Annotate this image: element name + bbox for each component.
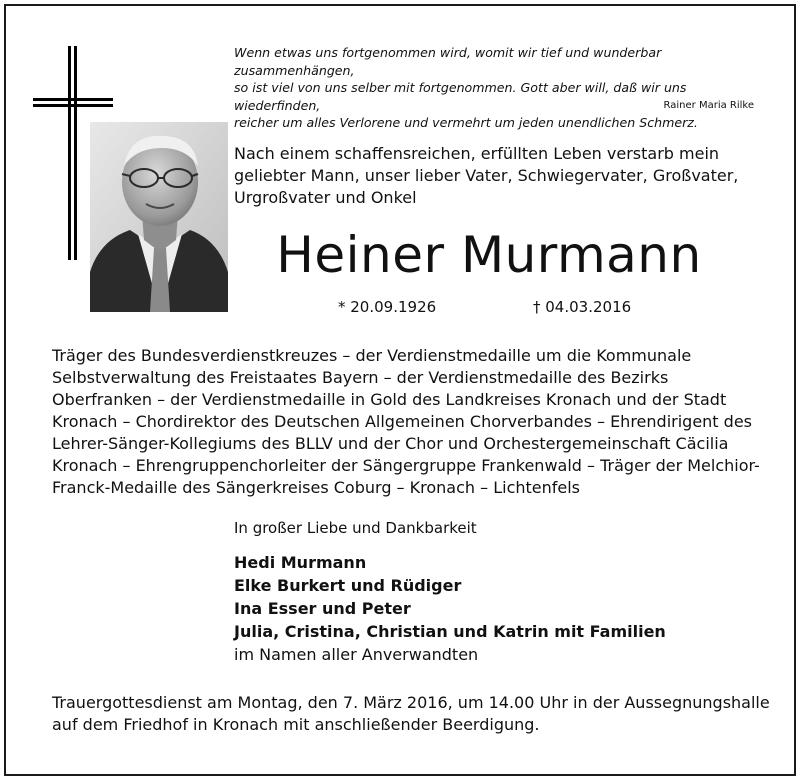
- mourners-list: [234, 551, 666, 666]
- portrait-photo: [90, 122, 228, 312]
- mourner-name: Ina Esser und Peter: [234, 599, 411, 618]
- honors-line: Träger des Bundesverdienstkreuzes – der Verdienstmedaille um die Kommunale: [52, 346, 692, 365]
- honors-line: Oberfranken – der Verdienstmedaille in Gold des Landkreises Kronach und der Stadt: [52, 390, 727, 409]
- deceased-name: Heiner Murmann: [276, 226, 702, 284]
- quote-line: Wenn etwas uns fortgenommen wird, womit wir tief und wunderbar zusammenhängen,: [234, 45, 662, 78]
- honors-text: [52, 345, 772, 499]
- honors-line: Franck-Medaille des Sängerkreises Coburg – Kronach – Lichtenfels: [52, 478, 581, 497]
- birth-date: * 20.09.1926: [338, 298, 437, 316]
- service-text: [52, 692, 772, 736]
- death-date: † 04.03.2016: [533, 298, 632, 316]
- mourner-name: Elke Burkert und Rüdiger: [234, 576, 462, 595]
- mourners-closing: im Namen aller Anverwandten: [234, 645, 479, 664]
- intro-text: [234, 143, 754, 209]
- mourners-intro: In großer Liebe und Dankbarkeit: [234, 519, 477, 537]
- mourner-name: Julia, Cristina, Christian und Katrin mit Familien: [234, 622, 666, 641]
- honors-line: Selbstverwaltung des Freistaates Bayern – der Verdienstmedaille des Bezirks: [52, 368, 669, 387]
- service-line: auf dem Friedhof in Kronach mit anschließender Beerdigung.: [52, 715, 540, 734]
- honors-line: Kronach – Ehrengruppenchorleiter der Sängergruppe Frankenwald – Träger der Melchior-: [52, 456, 760, 475]
- honors-line: Lehrer-Sänger-Kollegiums des BLLV und der Chor und Orchestergemeinschaft Cäcilia: [52, 434, 729, 453]
- mourner-name: Hedi Murmann: [234, 553, 367, 572]
- quote-line: so ist viel von uns selber mit fortgenommen. Gott aber will, daß wir uns wiederfinden,: [234, 80, 687, 113]
- intro-line: Urgroßvater und Onkel: [234, 188, 417, 207]
- rilke-quote: [234, 44, 754, 132]
- honors-line: Kronach – Chordirektor des Deutschen Allgemeinen Chorverbandes – Ehrendirigent des: [52, 412, 752, 431]
- quote-line: reicher um alles Verlorene und vermehrt um jeden unendlichen Schmerz.: [234, 115, 698, 130]
- intro-line: geliebter Mann, unser lieber Vater, Schwiegervater, Großvater,: [234, 166, 739, 185]
- service-line: Trauergottesdienst am Montag, den 7. März 2016, um 14.00 Uhr in der Aussegnungshalle: [52, 693, 770, 712]
- intro-line: Nach einem schaffensreichen, erfüllten Leben verstarb mein: [234, 144, 720, 163]
- quote-author: Rainer Maria Rilke: [663, 100, 754, 111]
